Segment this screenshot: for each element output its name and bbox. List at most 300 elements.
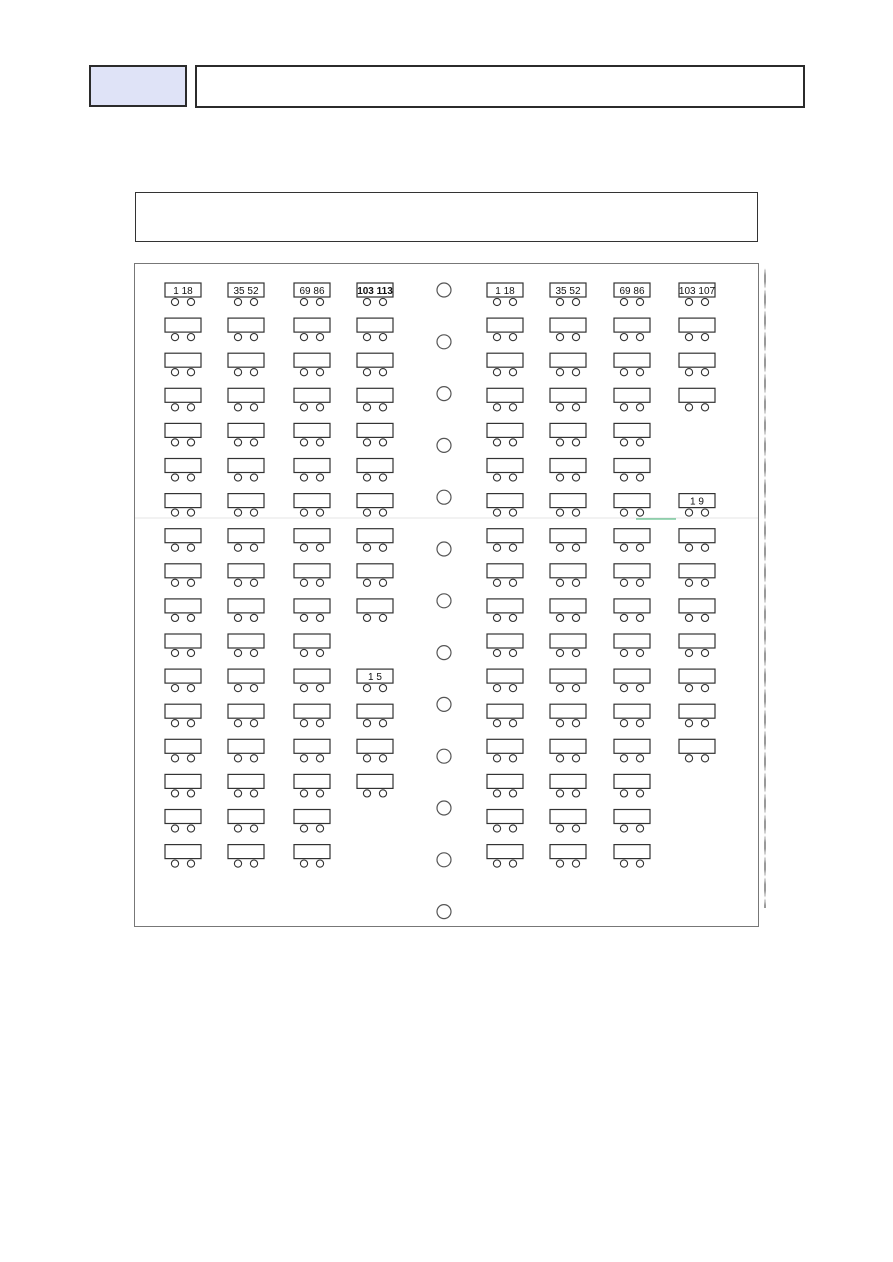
seat-icon — [187, 544, 194, 551]
pillar-icon — [437, 283, 451, 297]
desk — [550, 564, 586, 578]
seat-icon — [701, 509, 708, 516]
seat-icon — [300, 790, 307, 797]
desk — [165, 564, 201, 578]
seat-icon — [556, 790, 563, 797]
seat-icon — [572, 614, 579, 621]
seat-icon — [685, 649, 692, 656]
seat-icon — [363, 685, 370, 692]
seat-icon — [620, 544, 627, 551]
desk — [294, 564, 330, 578]
seat-icon — [493, 369, 500, 376]
desk — [357, 423, 393, 437]
seat-icon — [171, 404, 178, 411]
seat-icon — [250, 474, 257, 481]
desk — [679, 529, 715, 543]
seat-icon — [636, 649, 643, 656]
desk — [550, 739, 586, 753]
seat-icon — [685, 509, 692, 516]
seat-icon — [620, 334, 627, 341]
seat-icon — [363, 298, 370, 305]
seat-range-label: 1 18 — [495, 286, 515, 297]
seat-icon — [509, 474, 516, 481]
desk — [228, 774, 264, 788]
seat-icon — [300, 614, 307, 621]
seat-icon — [300, 334, 307, 341]
desk — [614, 494, 650, 508]
seat-icon — [363, 755, 370, 762]
seat-icon — [250, 544, 257, 551]
desk — [487, 388, 523, 402]
seat-icon — [509, 825, 516, 832]
seat-icon — [234, 720, 241, 727]
desk — [487, 423, 523, 437]
seat-icon — [234, 509, 241, 516]
seat-icon — [509, 579, 516, 586]
desk — [614, 459, 650, 473]
desk — [614, 704, 650, 718]
desk — [165, 388, 201, 402]
seat-icon — [556, 369, 563, 376]
seat-icon — [379, 579, 386, 586]
desk — [357, 459, 393, 473]
seat-icon — [620, 474, 627, 481]
seat-icon — [316, 649, 323, 656]
desk — [679, 388, 715, 402]
seat-icon — [250, 649, 257, 656]
seat-icon — [572, 439, 579, 446]
desk — [614, 423, 650, 437]
seat-icon — [379, 544, 386, 551]
seat-icon — [234, 825, 241, 832]
pillar-icon — [437, 594, 451, 608]
seat-icon — [493, 720, 500, 727]
desk — [294, 459, 330, 473]
desk — [165, 669, 201, 683]
seat-icon — [187, 474, 194, 481]
seat-icon — [636, 860, 643, 867]
seat-icon — [171, 439, 178, 446]
seat-icon — [171, 720, 178, 727]
seat-icon — [379, 790, 386, 797]
seat-icon — [572, 544, 579, 551]
seat-icon — [620, 509, 627, 516]
desk — [614, 774, 650, 788]
desk — [614, 845, 650, 859]
desk — [614, 529, 650, 543]
desk — [487, 845, 523, 859]
seat-icon — [250, 298, 257, 305]
seat-icon — [701, 544, 708, 551]
desk — [487, 459, 523, 473]
seat-icon — [685, 720, 692, 727]
seat-icon — [572, 860, 579, 867]
desk — [487, 494, 523, 508]
seat-icon — [234, 298, 241, 305]
seat-icon — [493, 298, 500, 305]
seat-icon — [556, 649, 563, 656]
desk — [550, 634, 586, 648]
seat-icon — [636, 334, 643, 341]
seat-icon — [572, 509, 579, 516]
seat-icon — [636, 439, 643, 446]
seat-icon — [572, 404, 579, 411]
seat-icon — [636, 474, 643, 481]
seat-icon — [636, 790, 643, 797]
seat-icon — [556, 755, 563, 762]
seat-icon — [493, 825, 500, 832]
seat-icon — [316, 439, 323, 446]
seat-icon — [509, 298, 516, 305]
seat-icon — [171, 334, 178, 341]
desk — [614, 388, 650, 402]
seat-icon — [316, 369, 323, 376]
seat-icon — [620, 720, 627, 727]
seat-icon — [620, 298, 627, 305]
seat-icon — [187, 334, 194, 341]
seat-icon — [572, 369, 579, 376]
desk — [487, 318, 523, 332]
seat-icon — [363, 544, 370, 551]
seat-icon — [171, 474, 178, 481]
desk — [228, 494, 264, 508]
seat-icon — [379, 439, 386, 446]
seat-icon — [234, 369, 241, 376]
seat-icon — [316, 509, 323, 516]
seat-icon — [572, 474, 579, 481]
seat-icon — [234, 790, 241, 797]
seat-icon — [620, 685, 627, 692]
seat-icon — [556, 614, 563, 621]
seat-icon — [363, 790, 370, 797]
seat-icon — [234, 474, 241, 481]
desk — [228, 634, 264, 648]
desk — [614, 353, 650, 367]
seat-icon — [556, 439, 563, 446]
seat-icon — [187, 404, 194, 411]
desk — [679, 704, 715, 718]
seat-icon — [493, 755, 500, 762]
seat-icon — [685, 755, 692, 762]
seat-icon — [509, 404, 516, 411]
seat-icon — [363, 439, 370, 446]
pillar-icon — [437, 335, 451, 349]
seat-range-label: 1 9 — [690, 496, 704, 508]
seat-icon — [509, 614, 516, 621]
seat-range-label: 35 52 — [233, 286, 259, 297]
seat-icon — [316, 825, 323, 832]
pillar-icon — [437, 697, 451, 711]
desk — [357, 704, 393, 718]
desk — [614, 599, 650, 613]
seat-icon — [509, 544, 516, 551]
pillar-icon — [437, 905, 451, 919]
seat-icon — [234, 649, 241, 656]
seat-icon — [187, 720, 194, 727]
seat-icon — [300, 439, 307, 446]
desk — [550, 810, 586, 824]
seat-range-label: 1 18 — [173, 286, 193, 297]
desk — [165, 845, 201, 859]
desk — [228, 704, 264, 718]
seat-icon — [620, 369, 627, 376]
desk — [614, 739, 650, 753]
seat-icon — [363, 509, 370, 516]
seat-icon — [493, 685, 500, 692]
seat-icon — [620, 614, 627, 621]
desk — [228, 599, 264, 613]
seat-icon — [556, 685, 563, 692]
seat-icon — [509, 649, 516, 656]
seat-icon — [363, 474, 370, 481]
seat-icon — [300, 685, 307, 692]
seat-icon — [363, 720, 370, 727]
desk — [357, 388, 393, 402]
seat-icon — [556, 334, 563, 341]
seat-icon — [572, 334, 579, 341]
seat-icon — [685, 298, 692, 305]
desk — [550, 353, 586, 367]
seat-icon — [300, 509, 307, 516]
seat-icon — [556, 404, 563, 411]
desk — [357, 739, 393, 753]
seat-icon — [509, 685, 516, 692]
seat-icon — [316, 860, 323, 867]
seat-icon — [250, 825, 257, 832]
seat-icon — [187, 298, 194, 305]
desk — [357, 529, 393, 543]
desk — [614, 318, 650, 332]
seat-icon — [509, 334, 516, 341]
seat-icon — [363, 404, 370, 411]
seat-icon — [171, 790, 178, 797]
desk — [487, 774, 523, 788]
desk — [487, 599, 523, 613]
seat-range-label: 35 52 — [555, 286, 581, 297]
seat-icon — [493, 614, 500, 621]
seat-icon — [250, 404, 257, 411]
seat-icon — [493, 649, 500, 656]
desk — [294, 810, 330, 824]
seat-icon — [234, 544, 241, 551]
seat-icon — [493, 579, 500, 586]
seat-icon — [701, 404, 708, 411]
desk — [357, 564, 393, 578]
desk — [228, 423, 264, 437]
seat-icon — [300, 860, 307, 867]
seat-icon — [187, 509, 194, 516]
pillar-icon — [437, 542, 451, 556]
seat-icon — [171, 860, 178, 867]
seat-icon — [316, 685, 323, 692]
seat-icon — [234, 334, 241, 341]
desk — [165, 739, 201, 753]
seat-icon — [363, 334, 370, 341]
seat-icon — [234, 579, 241, 586]
desk — [228, 459, 264, 473]
seat-icon — [685, 334, 692, 341]
desk — [165, 353, 201, 367]
desk — [165, 494, 201, 508]
seat-icon — [316, 544, 323, 551]
desk — [294, 845, 330, 859]
desk — [165, 634, 201, 648]
desk — [228, 845, 264, 859]
pillar-icon — [437, 387, 451, 401]
desk — [294, 669, 330, 683]
desk — [228, 669, 264, 683]
seat-icon — [556, 860, 563, 867]
seat-icon — [187, 685, 194, 692]
seat-icon — [493, 439, 500, 446]
seat-icon — [250, 685, 257, 692]
seat-icon — [234, 439, 241, 446]
desk — [165, 459, 201, 473]
seat-icon — [685, 579, 692, 586]
seat-icon — [300, 404, 307, 411]
desk — [357, 599, 393, 613]
desk — [487, 704, 523, 718]
seat-icon — [493, 404, 500, 411]
seat-icon — [636, 755, 643, 762]
seat-icon — [234, 685, 241, 692]
seat-icon — [509, 369, 516, 376]
seat-range-label: 69 86 — [619, 286, 645, 297]
seat-icon — [316, 474, 323, 481]
desk — [294, 529, 330, 543]
pillar-icon — [437, 490, 451, 504]
desk — [357, 774, 393, 788]
pillar-icon — [437, 853, 451, 867]
desk — [679, 669, 715, 683]
seat-icon — [187, 439, 194, 446]
seat-icon — [701, 579, 708, 586]
seat-icon — [701, 369, 708, 376]
seat-icon — [556, 474, 563, 481]
seat-icon — [187, 649, 194, 656]
seat-icon — [250, 860, 257, 867]
seat-icon — [509, 509, 516, 516]
seat-icon — [620, 649, 627, 656]
seat-icon — [379, 404, 386, 411]
seat-icon — [556, 298, 563, 305]
desk — [165, 704, 201, 718]
desk — [550, 459, 586, 473]
desk — [294, 423, 330, 437]
desk — [550, 423, 586, 437]
seat-icon — [171, 685, 178, 692]
seat-icon — [379, 755, 386, 762]
seat-icon — [300, 474, 307, 481]
seat-icon — [509, 860, 516, 867]
seat-icon — [316, 579, 323, 586]
seat-icon — [171, 509, 178, 516]
seat-icon — [171, 614, 178, 621]
seat-icon — [187, 755, 194, 762]
desk — [294, 704, 330, 718]
seat-icon — [234, 860, 241, 867]
desk — [550, 529, 586, 543]
desk — [550, 774, 586, 788]
desk — [679, 634, 715, 648]
seat-icon — [316, 755, 323, 762]
seat-icon — [701, 614, 708, 621]
seat-icon — [636, 544, 643, 551]
seat-icon — [316, 298, 323, 305]
desk — [487, 529, 523, 543]
seat-icon — [171, 649, 178, 656]
seat-icon — [250, 579, 257, 586]
seat-icon — [187, 579, 194, 586]
seat-icon — [379, 685, 386, 692]
seat-icon — [685, 404, 692, 411]
seat-icon — [620, 755, 627, 762]
seat-range-label: 103 113 — [357, 286, 393, 297]
seat-icon — [636, 685, 643, 692]
desk — [550, 388, 586, 402]
seat-icon — [556, 579, 563, 586]
desk — [679, 353, 715, 367]
seat-icon — [493, 474, 500, 481]
desk — [228, 564, 264, 578]
desk — [550, 704, 586, 718]
desk — [614, 810, 650, 824]
desk — [550, 669, 586, 683]
seat-icon — [316, 334, 323, 341]
seat-icon — [300, 720, 307, 727]
seat-icon — [379, 509, 386, 516]
seat-icon — [636, 614, 643, 621]
seat-icon — [636, 369, 643, 376]
seat-icon — [250, 439, 257, 446]
desk — [357, 353, 393, 367]
seat-icon — [572, 298, 579, 305]
desk — [294, 774, 330, 788]
seat-icon — [636, 720, 643, 727]
desk — [550, 845, 586, 859]
seat-icon — [620, 439, 627, 446]
seat-icon — [187, 860, 194, 867]
seat-icon — [556, 825, 563, 832]
desk — [294, 388, 330, 402]
desk — [165, 774, 201, 788]
seat-icon — [187, 790, 194, 797]
seat-range-label: 69 86 — [299, 286, 325, 297]
desk — [487, 353, 523, 367]
seat-icon — [572, 825, 579, 832]
seat-icon — [636, 404, 643, 411]
seat-icon — [234, 404, 241, 411]
seat-icon — [572, 755, 579, 762]
seat-icon — [620, 579, 627, 586]
desk — [165, 529, 201, 543]
desk — [679, 599, 715, 613]
seat-icon — [363, 579, 370, 586]
seat-icon — [509, 755, 516, 762]
seat-icon — [572, 649, 579, 656]
seat-icon — [701, 720, 708, 727]
seat-icon — [250, 720, 257, 727]
seat-icon — [300, 298, 307, 305]
seat-icon — [701, 298, 708, 305]
desk — [228, 529, 264, 543]
seat-icon — [234, 755, 241, 762]
pillar-icon — [437, 646, 451, 660]
seat-icon — [379, 720, 386, 727]
desk — [294, 599, 330, 613]
desk — [487, 669, 523, 683]
desk — [228, 739, 264, 753]
